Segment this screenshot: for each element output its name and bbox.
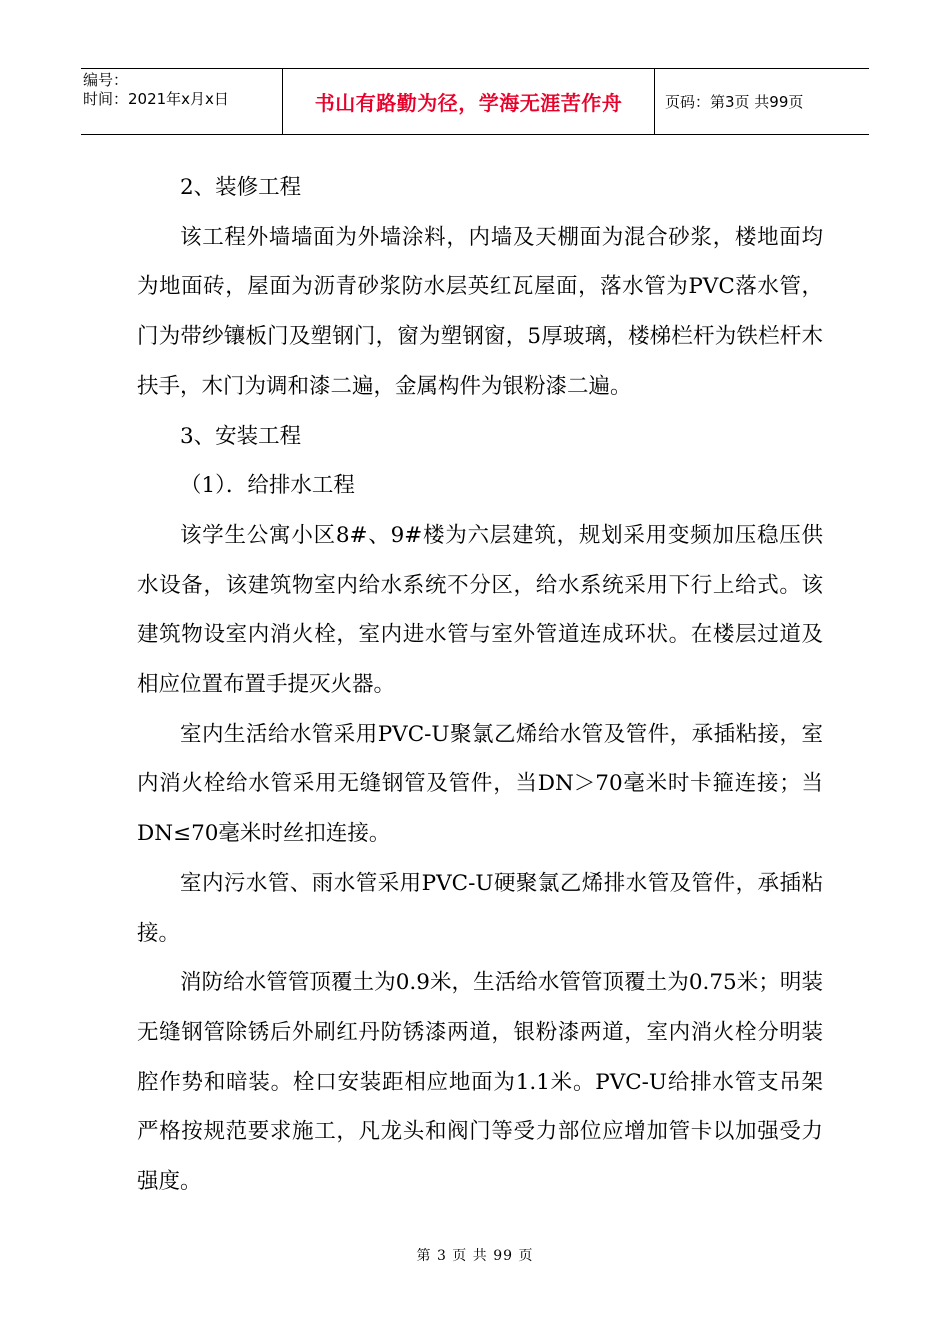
paragraph-water-supply: 该学生公寓小区8#、9#楼为六层建筑，规划采用变频加压稳压供水设备，该建筑物室内给水系统不分区，给水系统采用下行上给式。该建筑物设室内消火栓，室内进水管与室外管道连成环状。在楼层过道及相应位置布置手提灭火器。: [137, 522, 823, 698]
paragraph-supply-pipes: 室内生活给水管采用PVC-U聚氯乙烯给水管及管件，承插粘接，室内消火栓给水管采用无缝钢管及管件，当DN＞70毫米时卡箍连接；当DN≤70毫米时丝扣连接。: [137, 721, 823, 847]
header-motto: 书山有路勤为径，学海无涯苦作舟: [314, 91, 623, 115]
section-heading-installation: 3、安装工程: [180, 423, 302, 449]
section-heading-decoration: 2、装修工程: [180, 175, 302, 200]
header-page-info-cell: [655, 69, 869, 134]
subsection-heading-plumbing: （1）．给排水工程: [180, 473, 355, 499]
paragraph-decoration-details: 该工程外墙墙面为外墙涂料，内墙及天棚面为混合砂浆，楼地面均为地面砖，屋面为沥青砂浆防水层英红瓦屋面，落水管为PVC落水管，门为带纱镶板门及塑钢门，窗为塑钢窗，5厚玻璃，楼梯栏杆为铁栏杆木扶手，木门为调和漆二遍，金属构件为银粉漆二遍。: [137, 224, 823, 399]
page-header: [81, 68, 869, 135]
header-page-info: 页码：第3页 共99页: [665, 93, 804, 111]
document-date-label: 时间：2021年x月x日: [83, 90, 229, 108]
document-number-label: 编号：: [83, 71, 129, 89]
page-footer: 第 3 页 共 99 页: [416, 1248, 534, 1264]
document-body: [137, 163, 823, 1207]
header-meta: [81, 69, 283, 134]
paragraph-drain-pipes: 室内污水管、雨水管采用PVC-U硬聚氯乙烯排水管及管件，承插粘接。: [137, 870, 823, 946]
header-motto-cell: [283, 69, 655, 134]
paragraph-pipe-installation: 消防给水管管顶覆土为0.9米，生活给水管管顶覆土为0.75米；明装无缝钢管除锈后外刷红丹防锈漆两道，银粉漆两道，室内消火栓分明装腔作势和暗装。栓口安装距相应地面为1.1米。PVC-U给排水管支吊架严格按规范要求施工，凡龙头和阀门等受力部位应增加管卡以加强受力强度。: [137, 970, 823, 1195]
